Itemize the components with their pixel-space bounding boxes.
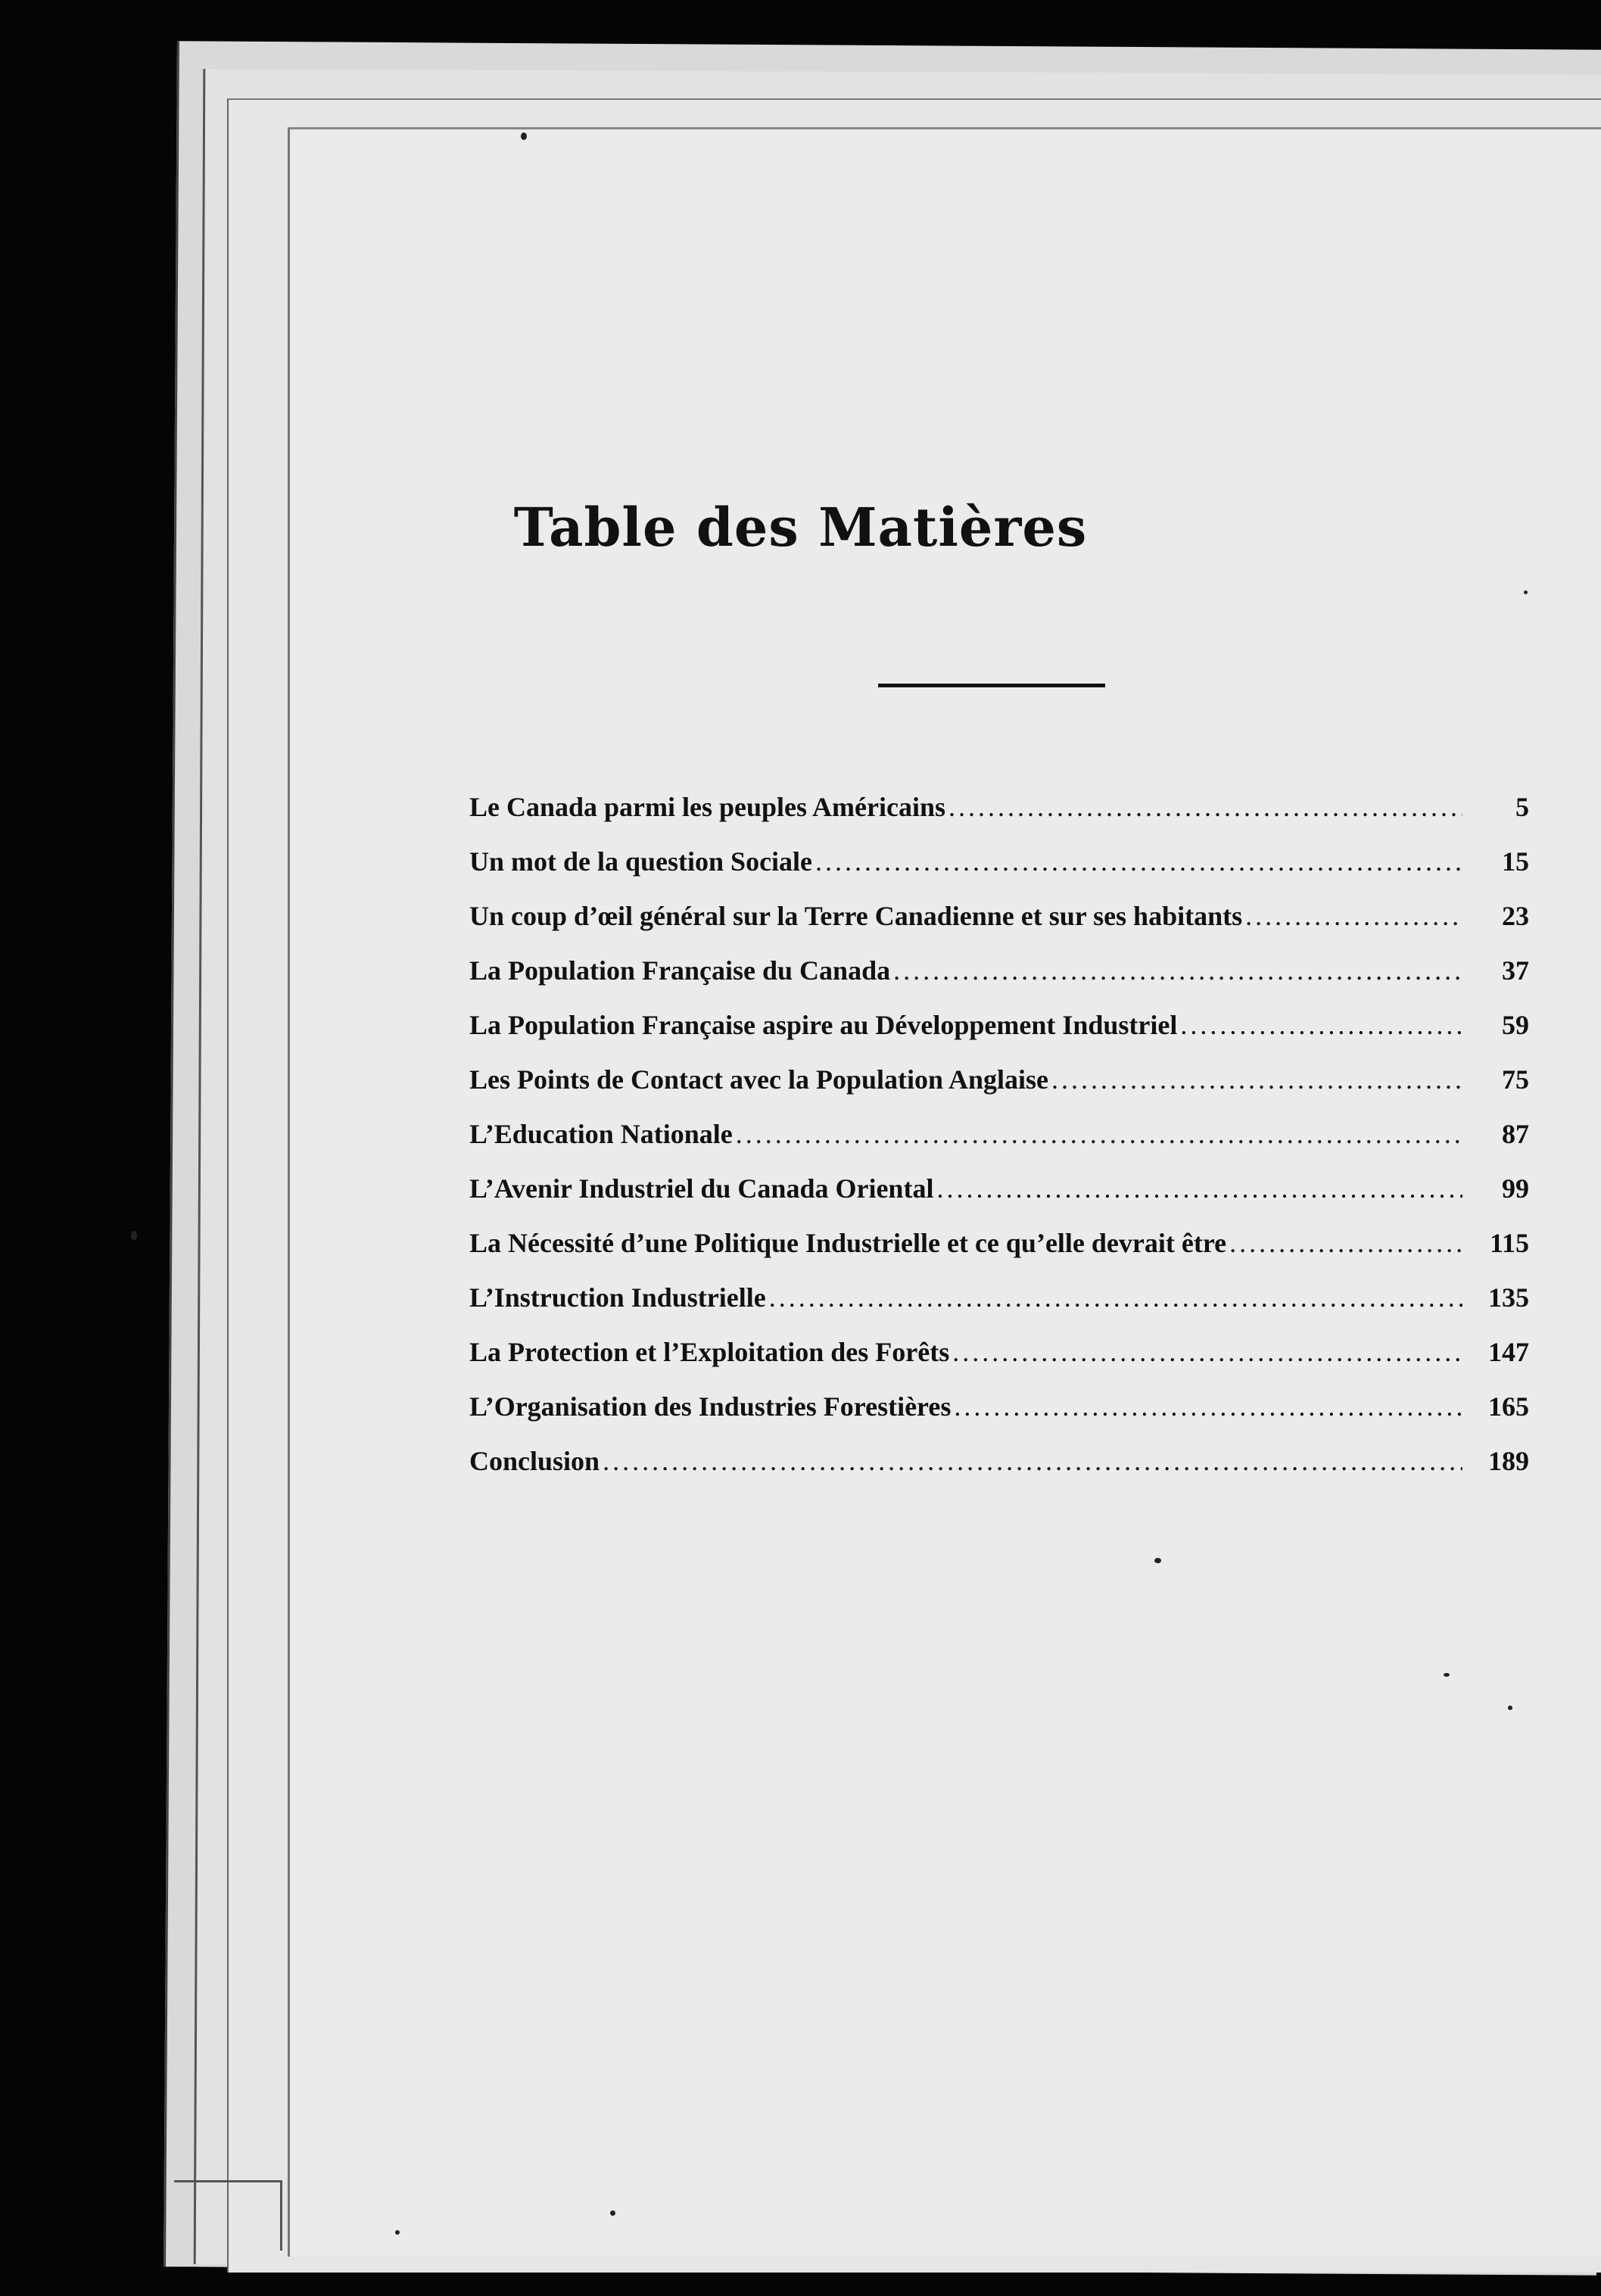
dot-leader	[815, 846, 1462, 877]
dot-leader	[954, 1391, 1462, 1422]
scan-speck	[395, 2230, 400, 2235]
toc-entry	[469, 955, 1529, 1009]
table-of-contents	[469, 791, 1529, 1500]
scan-speck	[1508, 1706, 1512, 1710]
toc-entry	[469, 1064, 1529, 1118]
dot-leader	[736, 1118, 1462, 1150]
toc-entry	[469, 1336, 1529, 1391]
toc-entry-title: L’Organisation des Industries Forestières	[469, 1391, 952, 1422]
toc-entry-title: Un mot de la question Sociale	[469, 846, 813, 877]
toc-entry-page: 15	[1502, 846, 1529, 877]
scan-speck	[1524, 590, 1528, 594]
dot-leader	[1245, 900, 1462, 932]
toc-entry-title: La Population Française aspire au Développement Industriel	[469, 1010, 1178, 1040]
dot-leader	[1229, 1227, 1462, 1259]
dot-leader	[936, 1173, 1462, 1204]
toc-entry	[469, 791, 1529, 846]
toc-entry-page: 87	[1502, 1119, 1529, 1149]
toc-entry	[469, 1173, 1529, 1227]
toc-entry-page: 135	[1488, 1282, 1529, 1313]
toc-entry-page: 115	[1489, 1228, 1529, 1258]
toc-entry	[469, 1445, 1529, 1500]
toc-entry	[469, 1118, 1529, 1173]
toc-entry	[469, 1391, 1529, 1445]
toc-entry	[469, 900, 1529, 955]
dot-leader	[603, 1445, 1462, 1477]
toc-entry-title: L’Education Nationale	[469, 1119, 733, 1149]
toc-entry-page: 23	[1502, 901, 1529, 931]
toc-entry-page: 59	[1502, 1010, 1529, 1040]
scan-speck	[521, 132, 527, 140]
scan-speck	[1154, 1558, 1161, 1563]
scan-speck	[1444, 1673, 1450, 1677]
dot-leader	[769, 1282, 1462, 1313]
dot-leader	[893, 955, 1462, 986]
toc-entry-title: Les Points de Contact avec la Population Anglaise	[469, 1064, 1049, 1095]
toc-entry-page: 99	[1502, 1173, 1529, 1204]
toc-entry	[469, 1282, 1529, 1336]
dot-leader	[948, 791, 1462, 823]
toc-entry-title: L’Instruction Industrielle	[469, 1282, 766, 1313]
toc-entry	[469, 1009, 1529, 1064]
dot-leader	[952, 1336, 1462, 1368]
toc-entry	[469, 1227, 1529, 1282]
toc-entry-title: La Protection et l’Exploitation des Forêts	[469, 1337, 950, 1367]
toc-entry-page: 147	[1488, 1337, 1529, 1367]
toc-entry-title: Le Canada parmi les peuples Américains	[469, 792, 946, 822]
toc-entry-page: 75	[1502, 1064, 1529, 1095]
toc-entry-title: Conclusion	[469, 1446, 600, 1476]
scan-speck	[131, 1231, 137, 1240]
scan-speck	[610, 2210, 615, 2216]
dot-leader	[1180, 1009, 1462, 1041]
toc-entry	[469, 846, 1529, 900]
page-title: Table des Matières	[513, 496, 1088, 559]
toc-entry-page: 5	[1515, 792, 1529, 822]
page-corner-mark	[174, 2180, 282, 2251]
toc-entry-title: L’Avenir Industriel du Canada Oriental	[469, 1173, 934, 1204]
title-rule	[878, 684, 1105, 687]
toc-entry-title: La Population Française du Canada	[469, 955, 891, 986]
toc-entry-title: Un coup d’œil général sur la Terre Canadienne et sur ses habitants	[469, 901, 1243, 931]
dot-leader	[1051, 1064, 1462, 1095]
toc-entry-page: 165	[1488, 1391, 1529, 1422]
toc-entry-page: 189	[1488, 1446, 1529, 1476]
toc-entry-page: 37	[1502, 955, 1529, 986]
toc-entry-title: La Nécessité d’une Politique Industrielle et ce qu’elle devrait être	[469, 1228, 1227, 1258]
